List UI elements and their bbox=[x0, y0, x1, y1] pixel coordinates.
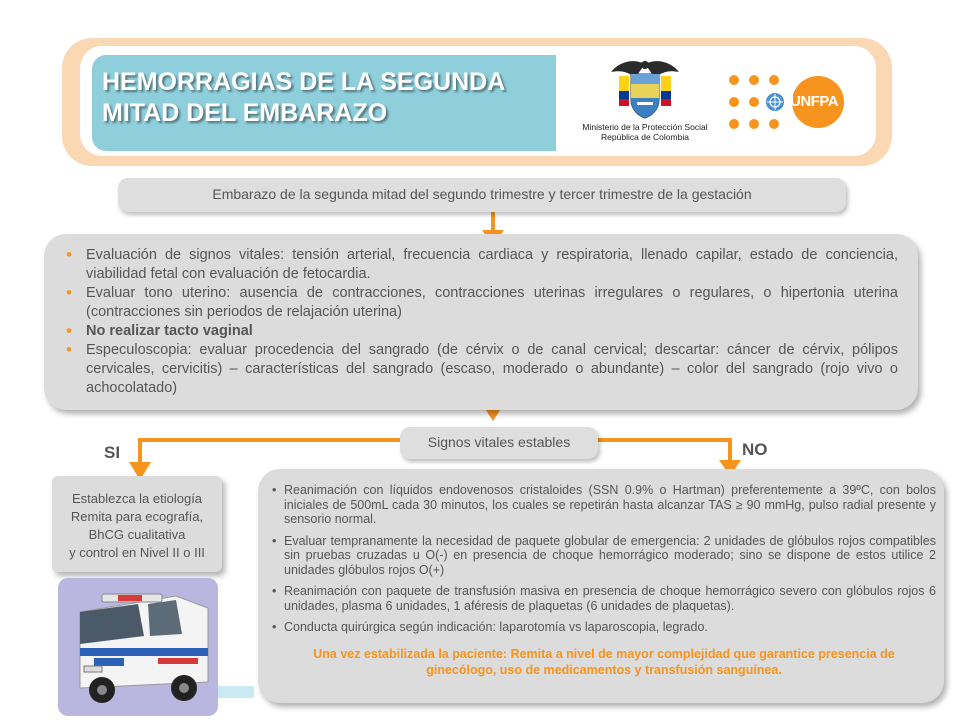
no-branch-box bbox=[258, 469, 944, 703]
country-name: República de Colombia bbox=[601, 132, 689, 142]
start-condition: Embarazo de la segunda mitad del segundo trimestre y tercer trimestre de la gestación bbox=[118, 178, 846, 212]
yes-branch-line: y control en Nivel II o III bbox=[69, 545, 205, 560]
no-label: NO bbox=[742, 440, 768, 459]
list-item: • Evaluación de signos vitales: tensión arterial, frecuencia cardiaca y respiratoria, llenado capilar, estado de conciencia, viabilidad fetal con evaluación de fetocardia. bbox=[66, 246, 898, 284]
list-item: • Evaluar tempranamente la necesidad de paquete globular de emergencia: 2 unidades de glóbulos rojos compatibles sin pruebas cruzadas u O(-) en presencia de choque hemorrágico moderado; sino se dispone de estos utilice 2 unidades glóbulos rojos O(+) bbox=[272, 534, 936, 578]
no-branch-list bbox=[272, 483, 936, 635]
yes-branch-line: Remita para ecografía, bbox=[70, 509, 204, 524]
list-item: • Reanimación con paquete de transfusión masiva en presencia de choque hemorrágico severo con glóbulos rojos 6 unidades, plasma 6 unidades, 1 aféresis de plaquetas (6 unidades de plaquetas). bbox=[272, 584, 936, 613]
yes-branch-box bbox=[52, 476, 222, 572]
ministry-name: Ministerio de la Protección Social bbox=[582, 122, 708, 132]
evaluation-box bbox=[44, 234, 918, 410]
ambulance-icon bbox=[58, 578, 218, 716]
list-item: • Evaluar tono uterino: ausencia de contracciones, contracciones uterinas irregulares o regulares, o hipertonia uterina (contracciones sin periodos de relajación uterina) bbox=[66, 284, 898, 322]
yes-branch-line: Establezca la etiología bbox=[71, 491, 203, 506]
list-item: • No realizar tacto vaginal bbox=[66, 322, 898, 341]
unfpa-wordmark: UNFPA bbox=[790, 93, 839, 110]
list-item: • Conducta quirúrgica según indicación: laparotomía vs laparoscopia, legrado. bbox=[272, 620, 936, 635]
yes-label: SI bbox=[104, 443, 121, 462]
list-item: • Especuloscopia: evaluar procedencia del sangrado (de cérvix o de canal cervical; descartar: cáncer de cérvix, pólipos cervicales, cervicitis) – características del sangrado (escaso, moderado o abundante) – color del sangrado (rojo vivo o achocolatado) bbox=[66, 341, 898, 398]
title-line-2: MITAD DEL EMBARAZO bbox=[102, 99, 388, 127]
final-note: Una vez estabilizada la paciente: Remita a nivel de mayor complejidad que garantice presencia de ginecólogo, uso de medicamentos y transfusión sanguínea. bbox=[313, 646, 895, 677]
decorative-bar bbox=[218, 686, 254, 698]
title-line-1: HEMORRAGIAS DE LA SEGUNDA bbox=[102, 68, 506, 96]
list-item: • Reanimación con líquidos endovenosos cristaloides (SSN 0.9% o Hartman) preferentemente a 39ºC, con bolos iniciales de 500mL cada 30 minutos, los cuales se repetirán hasta alcanzar TAS ≥ 90 mmHg, pulso radial presente y sensorio normal. bbox=[272, 483, 936, 527]
yes-branch-line: BhCG cualitativa bbox=[88, 527, 186, 542]
evaluation-list bbox=[66, 246, 898, 398]
decision-node: Signos vitales estables bbox=[400, 427, 598, 459]
